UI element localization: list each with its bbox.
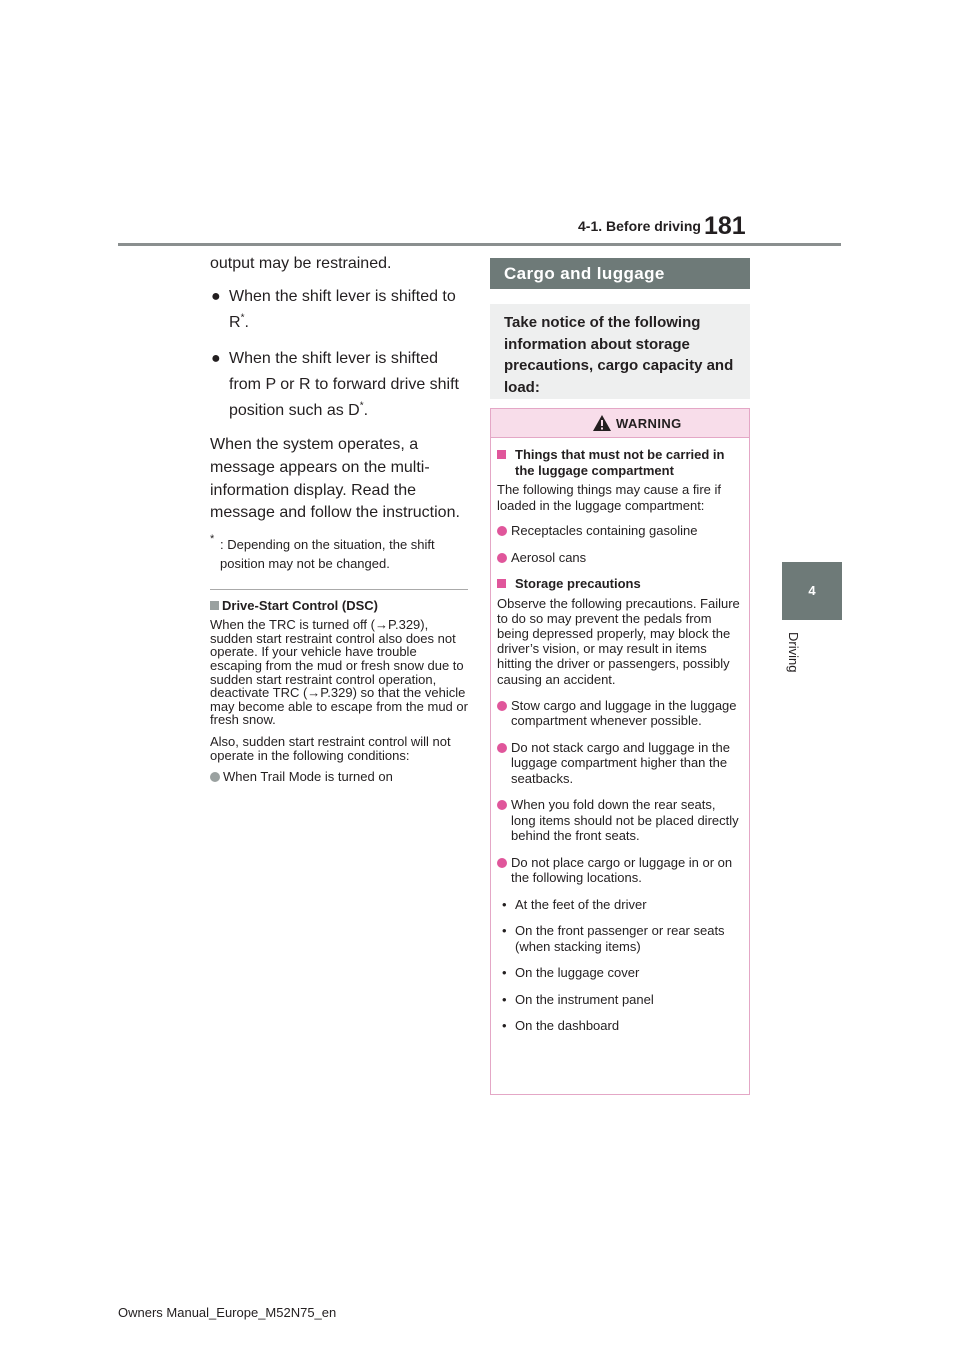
dot-bullet-icon: •	[502, 896, 507, 912]
bullet-text: When the shift lever is shifted from P or R to forward drive shift position such as D	[229, 350, 459, 419]
list-item	[497, 965, 743, 981]
warning-paragraph: The following things may cause a fire if loaded in the luggage compartment:	[497, 482, 721, 513]
list-item	[497, 992, 743, 1008]
list-item	[497, 740, 743, 787]
square-icon	[210, 601, 219, 610]
footnote-marker: *	[240, 312, 245, 324]
bullet-text: Stow cargo and luggage in the luggage compartment whenever possible.	[511, 697, 737, 729]
bullet-text: On the front passenger or rear seats (when stacking items)	[515, 923, 725, 954]
list-item	[210, 770, 472, 784]
bullet-icon: ●	[211, 350, 221, 367]
warning-header	[491, 409, 749, 438]
dsc-paragraph: Also, sudden start restraint control will not operate in the following conditions:	[210, 733, 451, 763]
list-item	[497, 897, 743, 913]
footnote-marker: *	[359, 400, 364, 412]
subheading-text: Things that must not be carried in the luggage compartment	[515, 447, 725, 478]
intro-text: output may be restrained.	[210, 255, 392, 272]
bullet-text: On the instrument panel	[515, 991, 654, 1007]
bullet-text: When the shift lever is shifted to R	[229, 288, 456, 331]
footer-text: Owners Manual_Europe_M52N75_en	[118, 1305, 337, 1320]
section-title: 4-1. Before driving	[578, 218, 701, 234]
section-divider	[210, 589, 468, 590]
bullet-text: When Trail Mode is turned on	[223, 769, 393, 785]
chapter-label-text: Driving	[786, 632, 801, 673]
list-item	[497, 923, 743, 954]
warning-label: WARNING	[616, 416, 682, 431]
dsc-heading-text: Drive-Start Control (DSC)	[222, 598, 379, 614]
list-item	[497, 550, 743, 566]
list-item	[497, 1018, 743, 1034]
list-item	[497, 855, 743, 886]
page-number: 181	[704, 212, 746, 240]
body-paragraph: When the system operates, a message appears on the multi-information display. Read the message and follow the instruction.	[210, 436, 460, 522]
warning-paragraph: Observe the following precautions. Failure to do so may prevent the pedals from being depressed properly, may block the driver’s vision, or may result in items hitting the driver or passengers, possibly causing an accident.	[497, 595, 740, 687]
notice-box: Take notice of the following information about storage precautions, cargo capacity and load:	[490, 304, 750, 399]
dsc-heading	[210, 598, 472, 614]
list-item	[497, 523, 743, 539]
circle-bullet-icon	[497, 800, 507, 810]
list-item	[210, 346, 472, 424]
circle-bullet-icon	[497, 743, 507, 753]
dot-bullet-icon: •	[502, 991, 507, 1007]
warning-icon	[592, 414, 612, 432]
right-column	[490, 258, 750, 1095]
warning-subheading	[497, 576, 743, 592]
bullet-text: At the feet of the driver	[515, 896, 647, 912]
left-column	[210, 252, 472, 784]
bullet-text: On the luggage cover	[515, 965, 640, 981]
circle-bullet-icon	[497, 553, 507, 563]
warning-subheading	[497, 447, 743, 478]
chapter-label	[787, 632, 801, 682]
bullet-text: Do not stack cargo and luggage in the luggage compartment higher than the seatbacks.	[511, 739, 730, 786]
circle-bullet-icon	[497, 526, 507, 536]
bullet-text: Do not place cargo or luggage in or on the following locations.	[511, 854, 733, 886]
dsc-paragraph: When the TRC is turned off (→P.329), sudden start restraint control also does not operate. If your vehicle have trouble escaping from the mud or fresh snow due to sudden start restraint control operation, deactivate TRC (→P.329) so that the vehicle may become able to escape from the mud or fresh snow.	[210, 617, 468, 728]
warning-body	[491, 438, 749, 1034]
bullet-text: Aerosol cans	[511, 549, 587, 565]
bullet-text: On the dashboard	[515, 1018, 620, 1034]
warning-box	[490, 408, 750, 1095]
subheading-text: Storage precautions	[515, 576, 641, 591]
bullet-icon: ●	[211, 288, 221, 305]
section-heading: Cargo and luggage	[490, 258, 750, 289]
dot-bullet-icon: •	[502, 923, 507, 939]
bullet-suffix: .	[363, 402, 369, 419]
dot-bullet-icon: •	[502, 1018, 507, 1034]
dot-bullet-icon: •	[502, 965, 507, 981]
circle-bullet-icon	[210, 772, 220, 782]
list-item	[210, 284, 472, 336]
chapter-tab: 4	[782, 562, 842, 620]
circle-bullet-icon	[497, 858, 507, 868]
bullet-suffix: .	[244, 314, 249, 331]
circle-bullet-icon	[497, 701, 507, 711]
footnote-star: *	[210, 533, 215, 546]
square-icon	[497, 450, 506, 459]
footnote-text: : Depending on the situation, the shift position may not be changed.	[220, 537, 435, 572]
bullet-text: Receptacles containing gasoline	[511, 523, 698, 538]
square-icon	[497, 579, 506, 588]
footnote	[210, 535, 472, 573]
list-item	[497, 797, 743, 844]
bullet-text: When you fold down the rear seats, long items should not be placed directly behind the front seats.	[511, 797, 739, 844]
list-item	[497, 698, 743, 729]
header-divider	[118, 243, 841, 246]
